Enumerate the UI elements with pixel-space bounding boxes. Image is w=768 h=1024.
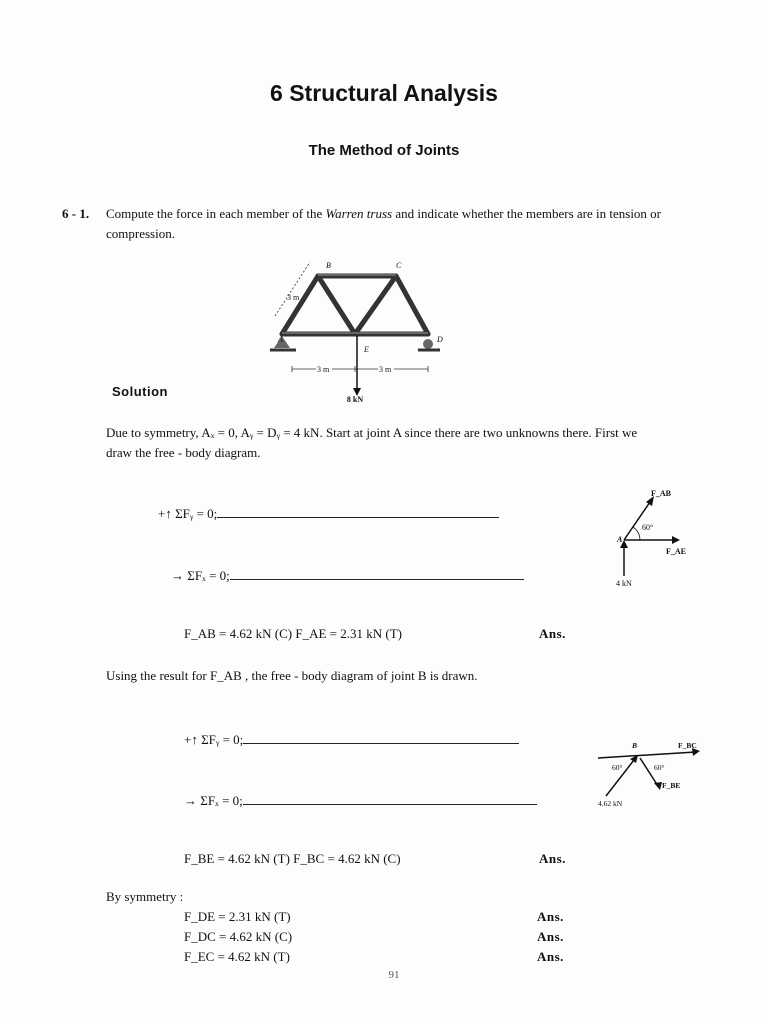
fbd-joint-a xyxy=(598,482,698,592)
joint-a-eq-y: +↑ ΣFᵧ = 0; xyxy=(158,505,499,522)
fbd-a-fab-label: F_AB xyxy=(651,489,671,498)
symmetry-result-de: F_DE = 2.31 kN (T) xyxy=(184,909,291,924)
symmetry-result-dc: F_DC = 4.62 kN (C) xyxy=(184,929,293,944)
member-ec xyxy=(355,276,396,334)
fbd-b-angle1: 60° xyxy=(612,763,623,772)
label-b: B xyxy=(326,261,331,270)
section-title: The Method of Joints xyxy=(308,142,460,159)
using-result-text: Using the result for F_AB , the free - body diagram of joint B is drawn. xyxy=(106,668,478,683)
fbd-b-joint: B xyxy=(632,741,638,750)
fbd-b-fbc-label: F_BC xyxy=(678,741,697,750)
fbd-a-reaction: 4 kN xyxy=(616,579,632,588)
fbd-b-angle2: 60° xyxy=(654,763,665,772)
intro-paragraph: Due to symmetry, Aₓ = 0, Aᵧ = Dᵧ = 4 kN. Start at joint A since there are two unknowns there. First we draw the free - body diagram. xyxy=(106,425,638,460)
load-label: 8 kN xyxy=(346,395,364,404)
roller-support-d xyxy=(423,339,433,349)
joint-b-result: F_BE = 4.62 kN (T) F_BC = 4.62 kN (C) xyxy=(184,851,401,866)
problem-statement: Compute the force in each member of the Warren truss and indicate whether the members are in tension or compression. xyxy=(106,206,662,241)
fbd-a-angle: 60° xyxy=(642,523,654,532)
dim-span-left: 3 m xyxy=(317,365,330,374)
fbd-joint-b xyxy=(596,736,706,811)
ans-5: Ans. xyxy=(537,949,564,964)
dim-span-right: 3 m xyxy=(379,365,392,374)
symmetry-label: By symmetry : xyxy=(106,889,184,904)
page-number: 91 xyxy=(388,969,400,981)
member-be xyxy=(318,276,355,334)
joint-a-eq-x: → ΣFₓ = 0; xyxy=(171,567,524,584)
ans-2: Ans. xyxy=(539,851,566,866)
ans-3: Ans. xyxy=(537,909,564,924)
fbd-a-fae-label: F_AE xyxy=(666,547,686,556)
label-c: C xyxy=(396,261,402,270)
ans-4: Ans. xyxy=(537,929,564,944)
problem-number: 6 - 1. xyxy=(62,206,90,221)
joint-b-eq-y: +↑ ΣFᵧ = 0; xyxy=(184,731,519,748)
member-cd xyxy=(396,276,428,334)
joint-b-eq-x: → ΣFₓ = 0; xyxy=(184,792,537,809)
warren-truss-figure xyxy=(270,256,450,406)
page-title: 6 Structural Analysis xyxy=(270,80,498,106)
fbd-a-joint: A xyxy=(617,535,623,544)
label-d: D xyxy=(437,335,443,344)
label-e: E xyxy=(364,345,369,354)
fbd-b-load: 4.62 kN xyxy=(598,799,623,808)
symmetry-result-ec: F_EC = 4.62 kN (T) xyxy=(184,949,290,964)
joint-a-result: F_AB = 4.62 kN (C) F_AE = 2.31 kN (T) xyxy=(184,626,402,641)
fbd-b-fbe-label: F_BE xyxy=(662,781,681,790)
label-a: A xyxy=(278,335,283,344)
ans-1: Ans. xyxy=(539,626,566,641)
dim-side: 3 m xyxy=(287,293,300,302)
member-ab xyxy=(282,276,318,334)
solution-heading: Solution xyxy=(112,384,168,399)
